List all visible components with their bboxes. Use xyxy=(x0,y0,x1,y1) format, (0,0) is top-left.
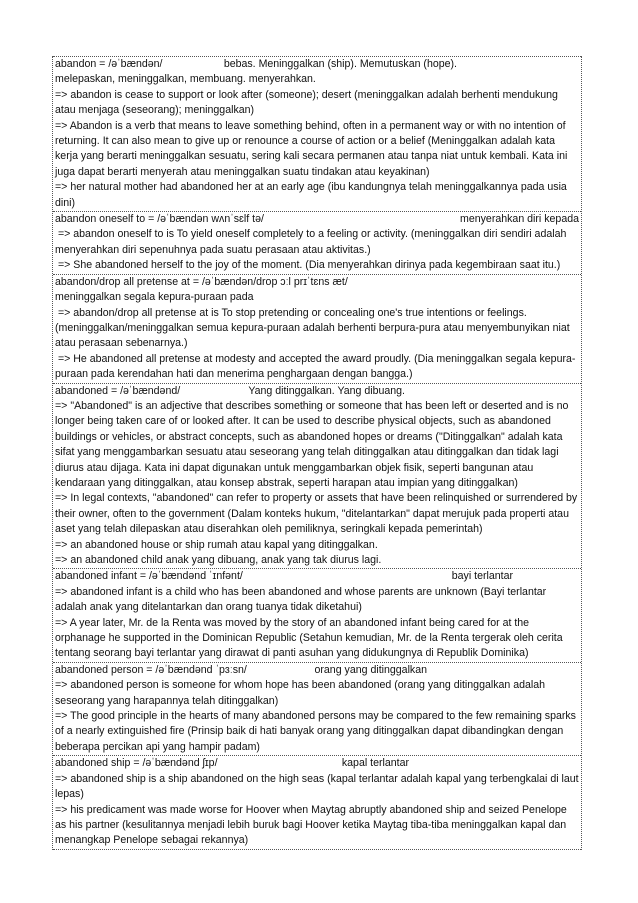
entry-body xyxy=(55,72,579,211)
dictionary-entry xyxy=(53,383,581,569)
entry-body xyxy=(55,585,579,662)
entry-gloss: menyerahkan diri kepada xyxy=(460,213,579,226)
entry-line: => "Abandoned" is an adjective that describes something or someone that has been left or deserted and is no longer being taken care of or looked after. It can be used to describe physical objects, such as abandoned buildings or vehicles, or abstract concepts, such as abandoned hopes or dreams ("Ditinggalkan" adalah kata sifat yang menggambarkan sesuatu atau seseorang yang telah ditinggalkan atau ditinggalkan dan tidak lagi diurus atau dijaga. Kata ini dapat digunakan untuk menggambarkan objek fisik, seperti bangunan atau kendaraan yang ditinggalkan, atau konsep abstrak, seperti harapan atau impian yang ditinggalkan) xyxy=(55,399,572,489)
entry-body xyxy=(55,290,579,382)
dictionary-entry xyxy=(53,56,581,211)
entry-line: => abandon oneself to is To yield oneself completely to a feeling or activity. (meninggalkan diri sendiri adalah menyerahkan diri sepenuhnya pada suatu perasaan atau aktivitas.) xyxy=(55,228,570,256)
entry-term: abandon = /əˈbændən/ xyxy=(55,58,163,70)
entry-line: => She abandoned herself to the joy of the moment. (Dia menyerahkan dirinya pada kegembiraan saat itu.) xyxy=(55,259,561,272)
entry-gloss: orang yang ditinggalkan xyxy=(314,663,427,676)
entry-line: => A year later, Mr. de la Renta was moved by the story of an abandoned infant being cared for at the orphanage he supported in the Dominican Republic (Setahun kemudian, Mr. de la Renta tergerak oleh cerita tentang seorang bayi terlantar yang dirawat di panti asuhan yang didukungnya di Republik Dominika) xyxy=(55,616,566,660)
entry-line: => abandoned infant is a child who has been abandoned and whose parents are unknown (Bayi terlantar adalah anak yang ditelantarkan dan orang tuanya tidak diketahui) xyxy=(55,585,550,614)
entry-body xyxy=(55,678,579,755)
entry-term: abandoned = /əˈbændənd/ xyxy=(55,384,181,397)
dictionary-entry xyxy=(53,211,581,274)
dictionary-entry xyxy=(53,274,581,383)
entry-term: abandoned person = /əˈbændənd ˈpɜːsn/ xyxy=(55,663,247,676)
entry-line: => He abandoned all pretense at modesty and accepted the award proudly. (Dia meninggalkan segala kepura-puraan pada kerendahan hati dan menerima penghargaan dengan bangga.) xyxy=(55,352,576,381)
entry-line: meninggalkan segala kepura-puraan pada xyxy=(55,291,254,304)
entry-gloss: bebas. Meninggalkan (ship). Memutuskan (hope). xyxy=(223,58,457,70)
entry-line: => Abandon is a verb that means to leave something behind, often in a permanent way or with no intention of returning. It can also mean to give up or renounce a course of action or a belief (Meninggalkan adalah kata kerja yang berarti meninggalkan sesuatu, sering kali secara permanen atau tanpa niat untuk kembali. Kata ini juga dapat berarti menyerah atau meninggalkan suatu tindakan atau keyakinan) xyxy=(55,119,571,178)
document-page xyxy=(52,56,582,850)
entry-body xyxy=(55,772,582,849)
entry-header xyxy=(55,384,579,399)
entry-gloss: Yang ditinggalkan. Yang dibuang. xyxy=(248,384,405,397)
entry-header xyxy=(55,663,579,678)
entry-header xyxy=(55,569,579,584)
entry-line: => In legal contexts, "abandoned" can refer to property or assets that have been relinquished or surrendered by their owner, often to the government (Dalam konteks hukum, "ditelantarkan" dapat merujuk pada properti atau aset yang telah dilepaskan atau diserahkan oleh pemiliknya, seringkali kepada pemerintah) xyxy=(55,492,581,536)
entry-header xyxy=(55,212,579,227)
entry-line: => her natural mother had abandoned her at an early age (ibu kandungnya telah meninggalkannya pada usia dini) xyxy=(55,181,570,209)
entry-line: => The good principle in the hearts of many abandoned persons may be compared to the few remaining sparks of a nearly extinguished fire (Prinsip baik di hati banyak orang yang ditinggalkan dapat dibandingkan dengan beberapa percikan api yang hampir padam) xyxy=(55,710,579,753)
entry-term: abandon oneself to = /əˈbændən wʌnˈsɛlf tə/ xyxy=(55,213,264,226)
entry-line: => an abandoned child anak yang dibuang, anak yang tak diurus lagi. xyxy=(55,554,382,566)
entry-line: => abandon is cease to support or look after (someone); desert (meninggalkan adalah berhenti mendukung atau menjaga (seseorang); meninggalkan) xyxy=(55,88,561,117)
entry-term: abandon/drop all pretense at = /əˈbændən/drop ɔːl prɪˈtɛns æt/ xyxy=(55,275,348,288)
dictionary-entry xyxy=(53,662,581,755)
entry-body xyxy=(55,399,579,568)
entry-line: => an abandoned house or ship rumah atau kapal yang ditinggalkan. xyxy=(55,538,378,551)
entry-header xyxy=(55,57,579,72)
entry-gloss: kapal terlantar xyxy=(341,757,409,770)
entry-line: => abandon/drop all pretense at is To stop pretending or concealing one's true intentions or feelings. (meninggalkan/meninggalkan semua kepura-puraan adalah berhenti berpura-pura atau menyembunyikan niat atau perasaan sebenarnya.) xyxy=(55,306,573,350)
entry-body xyxy=(55,227,579,273)
entry-line: => his predicament was made worse for Hoover when Maytag abruptly abandoned ship and seized Penelope as his partner (kesulitannya menjadi lebih buruk bagi Hoover ketika Maytag tiba-tiba meninggalkan kapal dan menangkap Penelope sebagai rekannya) xyxy=(55,803,570,847)
entry-line: => abandoned person is someone for whom hope has been abandoned (orang yang ditinggalkan adalah seseorang yang harapannya telah ditinggalkan) xyxy=(55,679,548,707)
entry-term: abandoned ship = /əˈbændənd ʃɪp/ xyxy=(55,757,218,770)
entry-header xyxy=(55,756,579,771)
entry-line: melepaskan, meninggalkan, membuang. menyerahkan. xyxy=(55,73,316,86)
dictionary-entry xyxy=(53,568,581,661)
entry-header xyxy=(55,275,579,290)
entry-line: => abandoned ship is a ship abandoned on the high seas (kapal terlantar adalah kapal yang terbengkalai di laut lepas) xyxy=(55,772,582,801)
entry-term: abandoned infant = /əˈbændənd ˈɪnfənt/ xyxy=(55,570,243,583)
entry-gloss: bayi terlantar xyxy=(451,570,513,583)
dictionary-entry xyxy=(53,755,581,849)
